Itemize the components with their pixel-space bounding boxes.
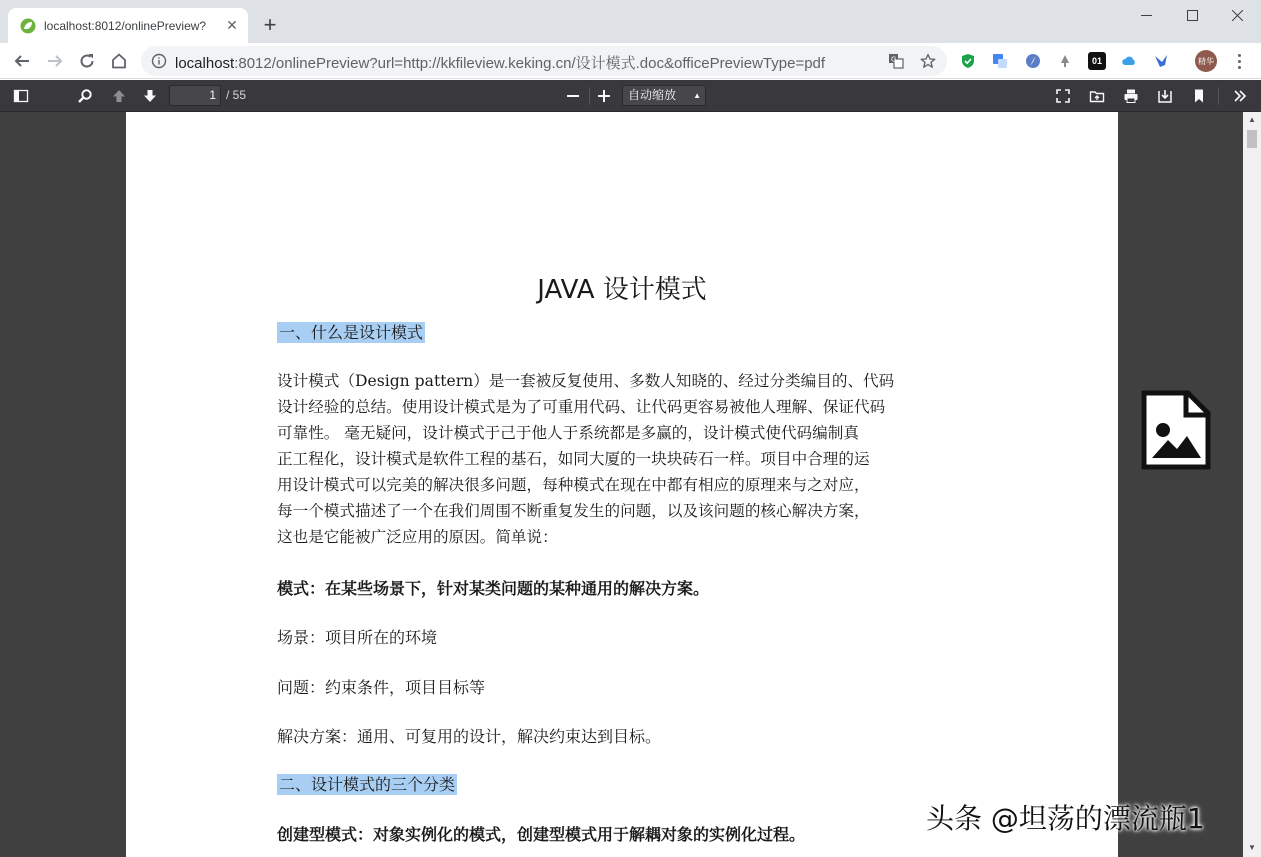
zoom-select[interactable]: [622, 85, 706, 106]
reload-icon[interactable]: [73, 47, 101, 75]
creational-pattern-line: 创建型模式：对象实例化的模式，创建型模式用于解耦对象的实例化过程。: [277, 825, 806, 844]
spring-leaf-icon: [20, 18, 36, 34]
scroll-down-arrow-icon[interactable]: ▼: [1248, 843, 1256, 852]
browser-tab[interactable]: [8, 8, 248, 43]
selection-highlight-1: 一、什么是设计模式: [279, 323, 424, 342]
back-arrow-icon[interactable]: [8, 47, 36, 75]
download-icon[interactable]: [1153, 84, 1177, 108]
svg-text:G: G: [891, 55, 897, 64]
intro-line: 每一个模式描述了一个在我们周围不断重复发生的问题，以及该问题的核心解决方案，: [277, 502, 870, 520]
toolbar-separator: [589, 87, 590, 105]
url-text[interactable]: [175, 52, 825, 73]
zoom-select-label: 自动缩放: [628, 88, 677, 102]
pattern-definition: 模式：在某些场景下，针对某类问题的某种通用的解决方案。: [277, 579, 710, 598]
tree-extension-icon[interactable]: [1056, 52, 1074, 70]
page-number-input[interactable]: 1: [169, 85, 221, 106]
minimize-window-icon[interactable]: [1122, 0, 1170, 30]
address-bar[interactable]: [141, 46, 947, 76]
browser-toolbar: [0, 43, 1261, 79]
translate-icon[interactable]: [887, 52, 905, 70]
cloud-extension-icon[interactable]: [1120, 52, 1138, 70]
forward-arrow-icon[interactable]: [41, 47, 69, 75]
close-tab-icon[interactable]: ✕: [226, 17, 238, 33]
bird-extension-icon[interactable]: [1152, 52, 1170, 70]
search-icon[interactable]: [73, 84, 97, 108]
url-path: :8012/onlinePreview?url=http://kkfileview.keking.cn/设计模式.doc&officePreviewType=pdf: [234, 55, 826, 72]
bookmark-star-icon[interactable]: [919, 52, 937, 70]
zoom-out-icon[interactable]: [561, 84, 585, 108]
vertical-scrollbar[interactable]: [1243, 112, 1261, 857]
bookmark-icon[interactable]: [1187, 84, 1211, 108]
toolbar-separator: [1218, 87, 1219, 105]
intro-line: 正工程化，设计模式是软件工程的基石，如同大厦的一块块砖石一样。项目中合理的运: [277, 450, 870, 468]
tab-strip: [0, 0, 1261, 43]
browser-menu-icon[interactable]: [1229, 51, 1249, 71]
tab-title: localhost:8012/onlinePreview?: [44, 18, 207, 33]
intro-line: 这也是它能被广泛应用的原因。简单说：: [277, 528, 558, 546]
zoom-in-icon[interactable]: [592, 84, 616, 108]
intro-line: 设计经验的总结。使用设计模式是为了可重用代码、让代码更容易被他人理解、保证代码: [277, 398, 886, 416]
compass-extension-icon[interactable]: [1024, 52, 1042, 70]
presentation-mode-icon[interactable]: [1051, 84, 1075, 108]
previous-page-icon[interactable]: [107, 84, 131, 108]
pdf-page: [126, 112, 1118, 857]
intro-line: 设计模式（Design pattern）是一套被反复使用、多数人知晓的、经过分类编目的、代码: [277, 372, 895, 390]
pdf-viewer-container[interactable]: [0, 112, 1243, 857]
heading-what-is-design-pattern: [277, 320, 425, 343]
info-icon[interactable]: [151, 53, 167, 69]
home-icon[interactable]: [105, 47, 133, 75]
next-page-icon[interactable]: [138, 84, 162, 108]
translate-extension-icon[interactable]: [991, 52, 1009, 70]
tools-menu-icon[interactable]: [1228, 84, 1252, 108]
pdf-toolbar: [0, 80, 1261, 112]
counter-extension-icon[interactable]: 01: [1088, 52, 1106, 70]
heading-three-categories: [277, 772, 457, 795]
open-file-icon[interactable]: [1085, 84, 1109, 108]
close-window-icon[interactable]: [1213, 0, 1261, 30]
image-placeholder-icon: [1141, 390, 1211, 470]
new-tab-button[interactable]: +: [263, 12, 277, 37]
maximize-window-icon[interactable]: [1168, 0, 1216, 30]
problem-line: 问题：约束条件，项目目标等: [277, 678, 486, 697]
intro-line: 可靠性。 毫无疑问，设计模式于己于他人于系统都是多赢的，设计模式使代码编制真: [277, 424, 859, 442]
selection-highlight-2: 二、设计模式的三个分类: [279, 775, 456, 794]
solution-line: 解决方案：通用、可复用的设计，解决约束达到目标。: [277, 727, 662, 746]
scene-line: 场景：项目所在的环境: [277, 628, 438, 647]
watermark-text: 头条 @坦荡的漂流瓶1: [926, 802, 1205, 835]
intro-line: 用设计模式可以完美的解决很多问题，每种模式在现在中都有相应的原理来与之对应，: [277, 476, 870, 494]
scrollbar-thumb[interactable]: [1247, 130, 1257, 148]
select-arrows-icon: ▲: [693, 91, 701, 100]
scroll-up-arrow-icon[interactable]: ▲: [1248, 115, 1256, 124]
intro-paragraph: [277, 368, 977, 550]
print-icon[interactable]: [1119, 84, 1143, 108]
profile-avatar[interactable]: 精华: [1195, 50, 1217, 72]
document-title: JAVA 设计模式: [537, 275, 707, 305]
url-host: localhost: [175, 55, 235, 72]
sidebar-toggle-icon[interactable]: [9, 84, 33, 108]
shield-extension-icon[interactable]: [959, 52, 977, 70]
page-count: / 55: [226, 88, 247, 102]
